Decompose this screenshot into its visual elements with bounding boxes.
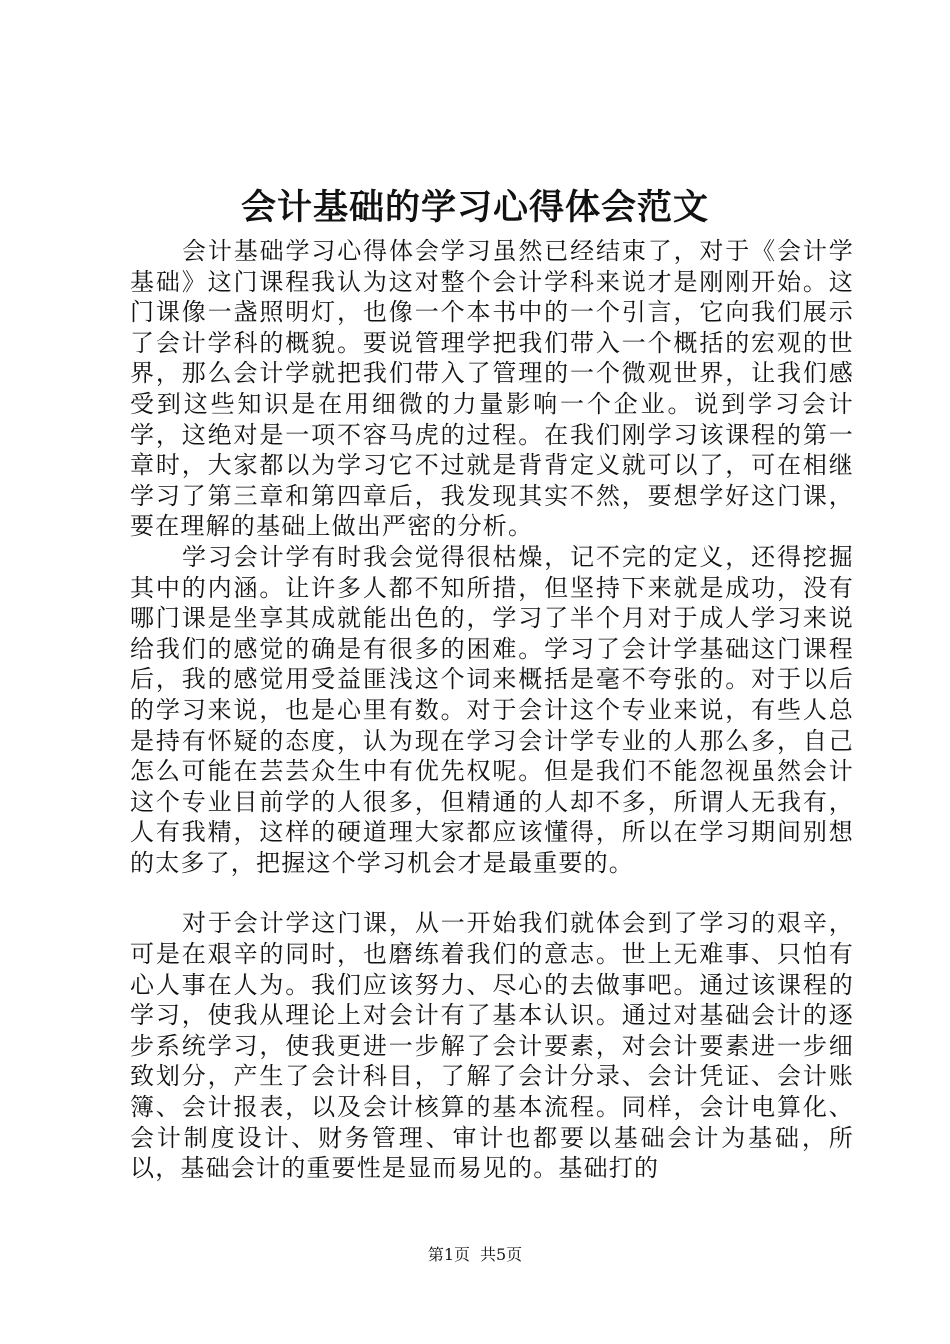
page-number: 第1页 — [427, 1245, 470, 1264]
document-title: 会计基础的学习心得体会范文 — [240, 188, 709, 228]
paragraph-1: 会计基础学习心得体会学习虽然已经结束了，对于《会计学基础》这门课程我认为这对整个会计学科来说才是刚刚开始。这门课像一盏照明灯，也像一个本书中的一个引言，它向我们展示了会计学科的概貌。要说管理学把我们带入一个概括的宏观的世界，那么会计学就把我们带入了管理的一个微观世界，让我们感受到这些知识是在用细微的力量影响一个企业。说到学习会计学，这绝对是一项不容马虎的过程。在我们刚学习该课程的第一章时，大家都以为学习它不过就是背背定义就可以了，可在相继学习了第三章和第四章后，我发现其实不然，要想学好这门课，要在理解的基础上做出严密的分析。 — [130, 237, 854, 541]
page-footer — [0, 1244, 950, 1266]
paragraph-3: 对于会计学这门课，从一开始我们就体会到了学习的艰辛，可是在艰辛的同时，也磨练着我们的意志。世上无难事、只怕有心人事在人为。我们应该努力、尽心的去做事吧。通过该课程的学习，使我从理论上对会计有了基本认识。通过对基础会计的逐步系统学习，使我更进一步解了会计要素，对会计要素进一步细致划分，产生了会计科目，了解了会计分录、会计凭证、会计账簿、会计报表，以及会计核算的基本流程。同样，会计电算化、会计制度设计、财务管理、审计也都要以基础会计为基础，所以，基础会计的重要性是显而易见的。基础打的 — [130, 909, 854, 1183]
paragraph-2: 学习会计学有时我会觉得很枯燥，记不完的定义，还得挖掘其中的内涵。让许多人都不知所措，但坚持下来就是成功，没有哪门课是坐享其成就能出色的，学习了半个月对于成人学习来说给我们的感觉的确是有很多的困难。学习了会计学基础这门课程后，我的感觉用受益匪浅这个词来概括是毫不夸张的。对于以后的学习来说，也是心里有数。对于会计这个专业来说，有些人总是持有怀疑的态度，认为现在学习会计学专业的人那么多，自己怎么可能在芸芸众生中有优先权呢。但是我们不能忽视虽然会计这个专业目前学的人很多，但精通的人却不多，所谓人无我有，人有我精，这样的硬道理大家都应该懂得，所以在学习期间别想的太多了，把握这个学习机会才是最重要的。 — [130, 542, 854, 877]
document-body — [130, 236, 854, 1184]
page-total: 共5页 — [480, 1245, 523, 1264]
